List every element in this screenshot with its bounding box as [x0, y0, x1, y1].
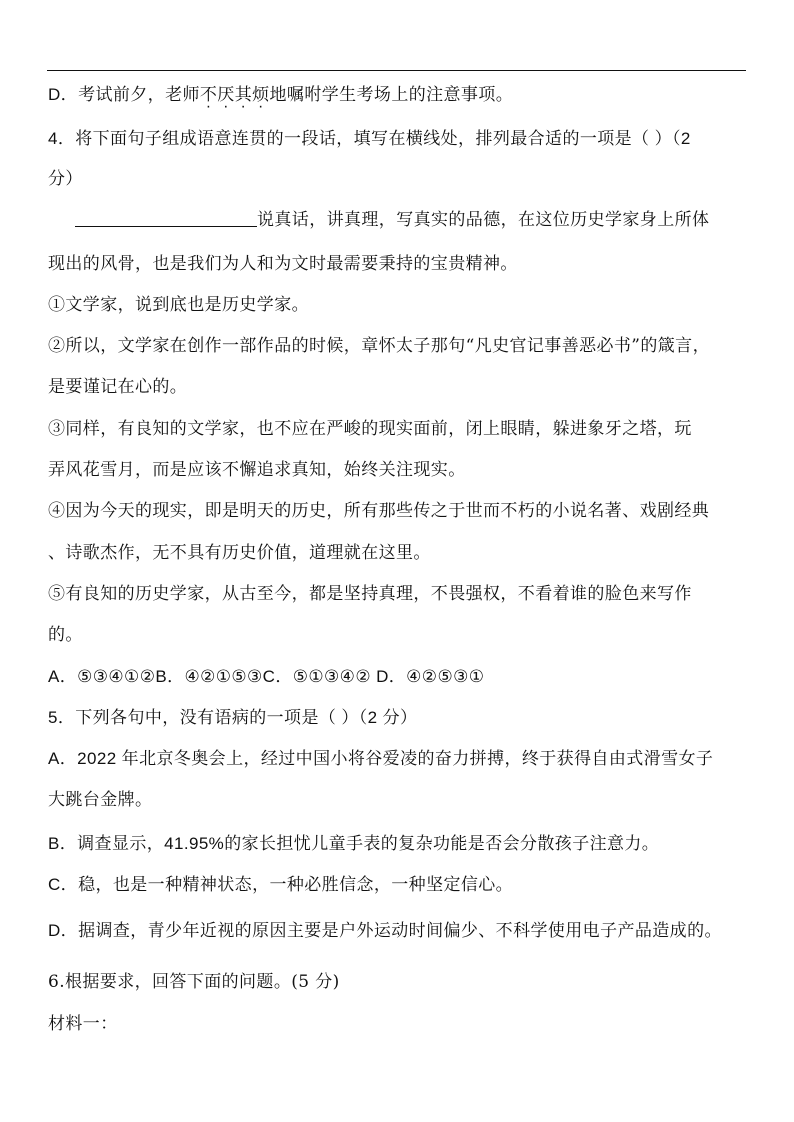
option-d-previous: D．考试前夕，老师不厌其烦地嘱咐学生考场上的注意事项。: [48, 85, 514, 104]
question-6-stem: 6.根据要求，回答下面的问题。(5 分): [48, 972, 340, 992]
question-4-passage-line-1: 说真话，讲真理，写真实的品德，在这位历史学家身上所体: [75, 208, 748, 232]
sentence-3-line-1: ③同样，有良知的文学家，也不应在严峻的现实面前，闭上眼睛，躲进象牙之塔，玩: [48, 419, 692, 439]
sentence-1: ①文学家，说到底也是历史学家。: [48, 295, 309, 315]
question-4-options: A．⑤③④①②B．④②①⑤③C．⑤①③④② D．④②⑤③①: [48, 667, 485, 686]
sentence-5-line-1: ⑤有良知的历史学家，从古至今，都是坚持真理，不畏强权，不看着谁的脸色来写作: [48, 584, 692, 604]
question-5-option-d: D．据调查，青少年近视的原因主要是户外运动时间偏少、不科学使用电子产品造成的。: [48, 921, 722, 940]
sentence-2-line-2: 是要谨记在心的。: [48, 377, 188, 397]
question-5-stem: 5．下列各句中，没有语病的一项是（ ）（2 分）: [48, 708, 418, 727]
question-5-option-b: B．调查显示，41.95%的家长担忧儿童手表的复杂功能是否会分散孩子注意力。: [48, 834, 660, 853]
material-1-label: 材料一：: [48, 1014, 118, 1034]
sentence-5-line-2: 的。: [48, 625, 83, 645]
question-4-stem: 4．将下面句子组成语意连贯的一段话，填写在横线处，排列最合适的一项是（ ）（2: [48, 129, 691, 148]
sentence-4-line-1: ④因为今天的现实，即是明天的历史，所有那些传之于世而不朽的小说名著、戏剧经典: [48, 501, 710, 521]
answer-blank[interactable]: [75, 210, 257, 227]
question-4-passage-line-2: 现出的风骨，也是我们为人和为文时最需要秉持的宝贵精神。: [48, 254, 518, 274]
question-5-option-a-line-1: A．2022 年北京冬奥会上，经过中国小将谷爱凌的奋力拼搏，终于获得自由式滑雪女子: [48, 749, 714, 768]
sentence-4-line-2: 、诗歌杰作，无不具有历史价值，道理就在这里。: [48, 543, 431, 563]
sentence-2-line-1: ②所以，文学家在创作一部作品的时候，章怀太子那句“凡史官记事善恶必书”的箴言，: [48, 336, 710, 356]
top-rule: [47, 70, 746, 71]
sentence-3-line-2: 弄风花雪月，而是应该不懈追求真知，始终关注现实。: [48, 460, 466, 480]
question-5-option-a-line-2: 大跳台金牌。: [48, 790, 153, 809]
question-4-stem-cont: 分）: [48, 169, 83, 188]
question-5-option-c: C．稳，也是一种精神状态，一种必胜信念，一种坚定信心。: [48, 875, 514, 894]
